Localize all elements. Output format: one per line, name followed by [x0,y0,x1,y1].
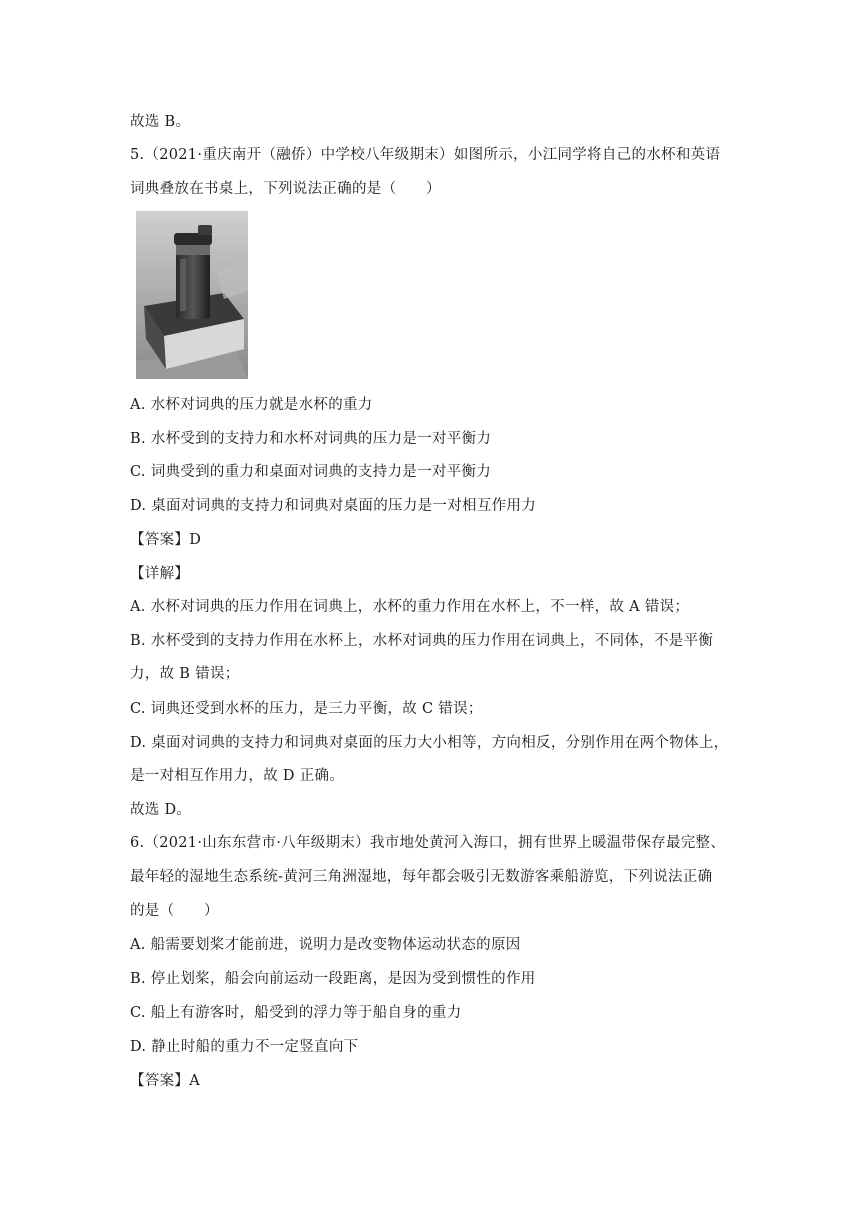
question-5-explanation-b-line1: B. 水杯受到的支持力作用在水杯上，水杯对词典的压力作用在词典上，不同体，不是平衡 [130,633,714,649]
question-5-stem-line2: 词典叠放在书桌上，下列说法正确的是（ ） [130,181,441,197]
question-5-option-c: C. 词典受到的重力和桌面对词典的支持力是一对平衡力 [130,464,492,480]
question-5-explanation-heading: 【详解】 [130,566,190,582]
question-5-explanation-b-line2: 力，故 B 错误； [130,666,240,682]
question-6-option-a: A. 船需要划桨才能前进，说明力是改变物体运动状态的原因 [130,937,521,953]
question-5-option-d: D. 桌面对词典的支持力和词典对桌面的压力是一对相互作用力 [130,498,537,514]
question-5-option-b: B. 水杯受到的支持力和水杯对词典的压力是一对平衡力 [130,431,492,447]
question-6-option-d: D. 静止时船的重力不一定竖直向下 [130,1039,359,1055]
cup-on-dictionary-photo [136,211,248,379]
question-6-option-c: C. 船上有游客时，船受到的浮力等于船自身的重力 [130,1005,462,1021]
question-6-option-b: B. 停止划桨，船会向前运动一段距离，是因为受到惯性的作用 [130,971,536,987]
question-6-stem-line1: 6.（2021·山东东营市·八年级期末）我市地处黄河入海口，拥有世界上暖温带保存最完整、 [130,835,726,851]
question-5-option-a: A. 水杯对词典的压力就是水杯的重力 [130,397,373,413]
question-5-explanation-c: C. 词典还受到水杯的压力，是三力平衡，故 C 错误； [130,701,483,717]
question-6-answer: 【答案】A [130,1073,200,1089]
question-5-explanation-d-line1: D. 桌面对词典的支持力和词典对桌面的压力大小相等，方向相反，分别作用在两个物体上， [130,735,729,751]
conclusion-q4: 故选 B。 [130,114,191,130]
question-5-explanation-a: A. 水杯对词典的压力作用在词典上，水杯的重力作用在水杯上，不一样，故 A 错误； [130,599,690,615]
question-5-answer: 【答案】D [130,532,202,548]
question-5-stem-line1: 5.（2021·重庆南开（融侨）中学校八年级期末）如图所示，小江同学将自己的水杯和英语 [130,147,721,163]
conclusion-q5: 故选 D。 [130,802,192,818]
question-6-stem-line2: 最年轻的湿地生态系统-黄河三角洲湿地，每年都会吸引无数游客乘船游览，下列说法正确 [130,869,713,885]
question-5-explanation-d-line2: 是一对相互作用力，故 D 正确。 [130,768,345,784]
question-6-stem-line3: 的是（ ） [130,903,219,919]
